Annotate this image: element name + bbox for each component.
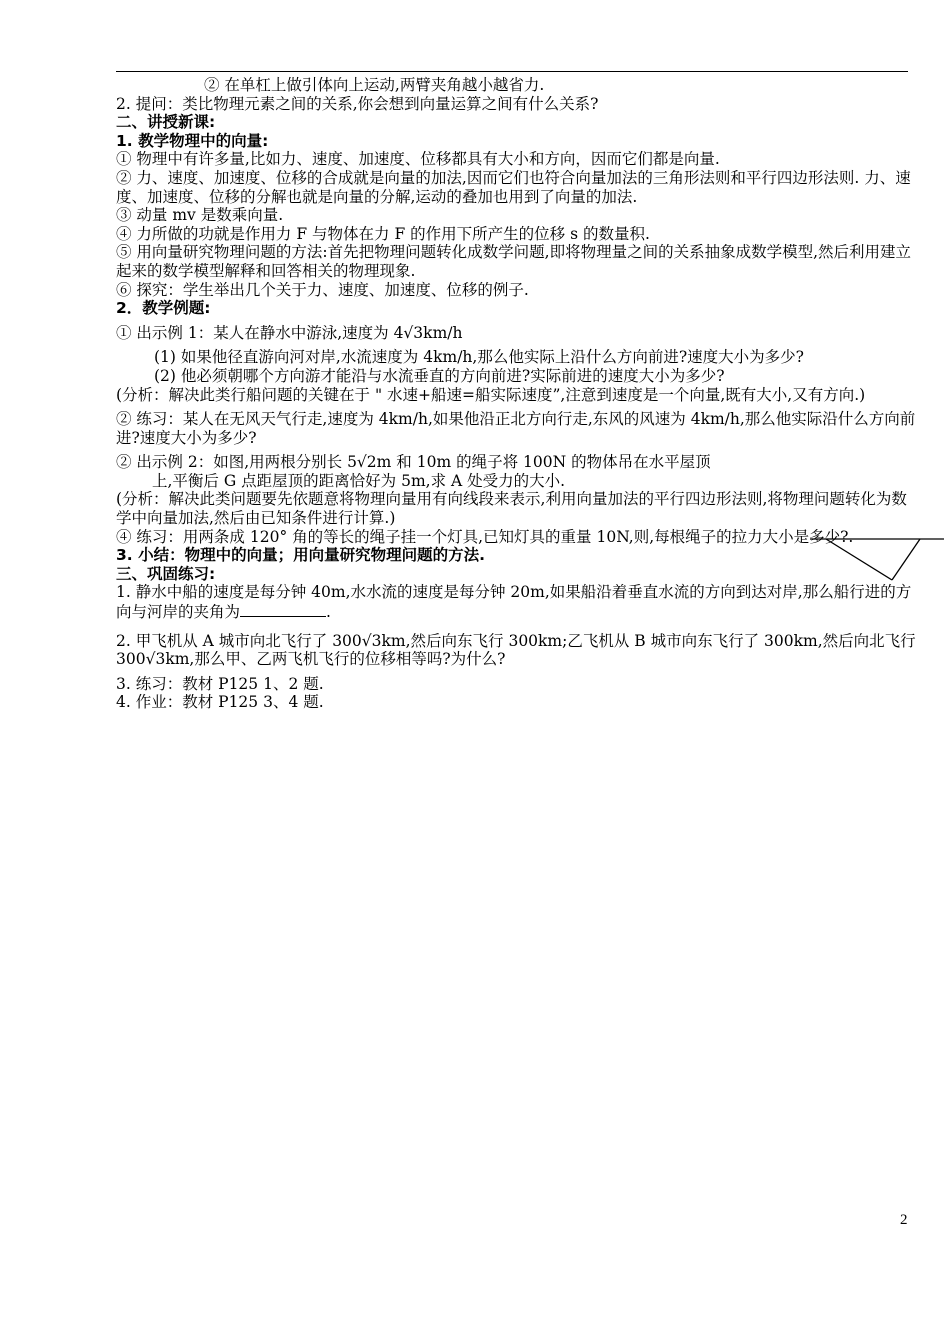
text-line: ⑥ 探究：学生举出几个关于力、速度、加速度、位移的例子. bbox=[116, 280, 529, 299]
example-2-cont: 上,平衡后 G 点距屋顶的距离恰好为 5m,求 A 处受力的大小. bbox=[152, 471, 566, 490]
subsection-heading: 2．教学例题: bbox=[116, 299, 211, 318]
exercise-3: 3. 练习：教材 P125 1、2 题. bbox=[116, 674, 324, 693]
section-heading: 二、讲授新课: bbox=[116, 113, 216, 132]
exercise-2: 2. 甲飞机从 A 城市向北飞行了 300√3km,然后向东飞行 300km;乙飞机从 B 城市向东飞行了 300km,然后向北飞行 300√3km,那么甲、乙两飞机飞行的位移相等吗?为什么? bbox=[116, 631, 916, 669]
example-2: ② 出示例 2：如图,用两根分别长 5√2m 和 10m 的绳子将 100N 的物体吊在水平屋顶 bbox=[116, 453, 711, 472]
section-heading: 三、巩固练习: bbox=[116, 564, 216, 583]
exercise-1-end: . bbox=[326, 603, 331, 622]
text-line: ② 在单杠上做引体向上运动,两臂夹角越小越省力. bbox=[204, 76, 545, 94]
exercise-1-text: 1. 静水中船的速度是每分钟 40m,水水流的速度是每分钟 20m,如果船沿着垂直水流的方向到达对岸,那么船行进的方向与河岸的夹角为 bbox=[116, 583, 912, 622]
text-line: ③ 动量 mv 是数乘向量. bbox=[116, 206, 284, 225]
example-1-q2: (2) 他必须朝哪个方向游才能沿与水流垂直的方向前进?实际前进的速度大小为多少? bbox=[154, 366, 725, 385]
rope-left bbox=[826, 539, 892, 580]
page-number: 2 bbox=[900, 1212, 908, 1228]
text-line: ① 物理中有许多量,比如力、速度、加速度、位移都具有大小和方向，因而它们都是向量. bbox=[116, 150, 720, 169]
summary: 3. 小结：物理中的向量；用向量研究物理问题的方法. bbox=[116, 546, 485, 565]
document-body bbox=[116, 76, 916, 712]
text-paragraph: ② 力、速度、加速度、位移的合成就是向量的加法,因而它们也符合向量加法的三角形法则和平行四边形法则. 力、速度、加速度、位移的分解也就是向量的分解,运动的叠加也用到了向量的加法. bbox=[116, 168, 911, 206]
practice-1: ② 练习：某人在无风天气行走,速度为 4km/h,如果他沿正北方向行走,东风的风速为 4km/h,那么他实际沿什么方向前进?速度大小为多少? bbox=[116, 410, 916, 447]
analysis-note: (分析：解决此类行船问题的关键在于 " 水速+船速=船实际速度”,注意到速度是一个向量,既有大小,又有方向.) bbox=[116, 385, 866, 404]
text-line: ④ 力所做的功就是作用力 F 与物体在力 F 的作用下所产生的位移 s 的数量积. bbox=[116, 224, 650, 243]
rope-right bbox=[892, 539, 920, 580]
example-1: ① 出示例 1：某人在静水中游泳,速度为 4√3km/h bbox=[116, 323, 463, 342]
exercise-1 bbox=[116, 583, 916, 621]
text-paragraph: ⑤ 用向量研究物理问题的方法:首先把物理问题转化成数学问题,即将物理量之间的关系抽象成数学模型,然后利用建立起来的数学模型解释和回答相关的物理现象. bbox=[116, 243, 912, 280]
answer-blank bbox=[240, 602, 326, 617]
example-1-q1: (1) 如果他径直游向河对岸,水流速度为 4km/h,那么他实际上沿什么方向前进?速度大小为多少? bbox=[154, 348, 804, 367]
text-line: 2. 提问：类比物理元素之间的关系,你会想到向量运算之间有什么关系? bbox=[116, 94, 599, 113]
subsection-heading: 1. 教学物理中的向量: bbox=[116, 131, 269, 150]
exercise-4: 4. 作业：教材 P125 3、4 题. bbox=[116, 693, 324, 712]
analysis-note: (分析：解决此类问题要先依题意将物理向量用有向线段来表示,利用向量加法的平行四边形法则,将物理问题转化为数学中向量加法,然后由已知条件进行计算.) bbox=[116, 490, 907, 528]
rope-diagram bbox=[808, 536, 948, 586]
header-rule bbox=[116, 71, 908, 72]
practice-2: ④ 练习：用两条成 120° 角的等长的绳子挂一个灯具,已知灯具的重量 10N,则,每根绳子的拉力大小是多少?. bbox=[116, 527, 854, 546]
